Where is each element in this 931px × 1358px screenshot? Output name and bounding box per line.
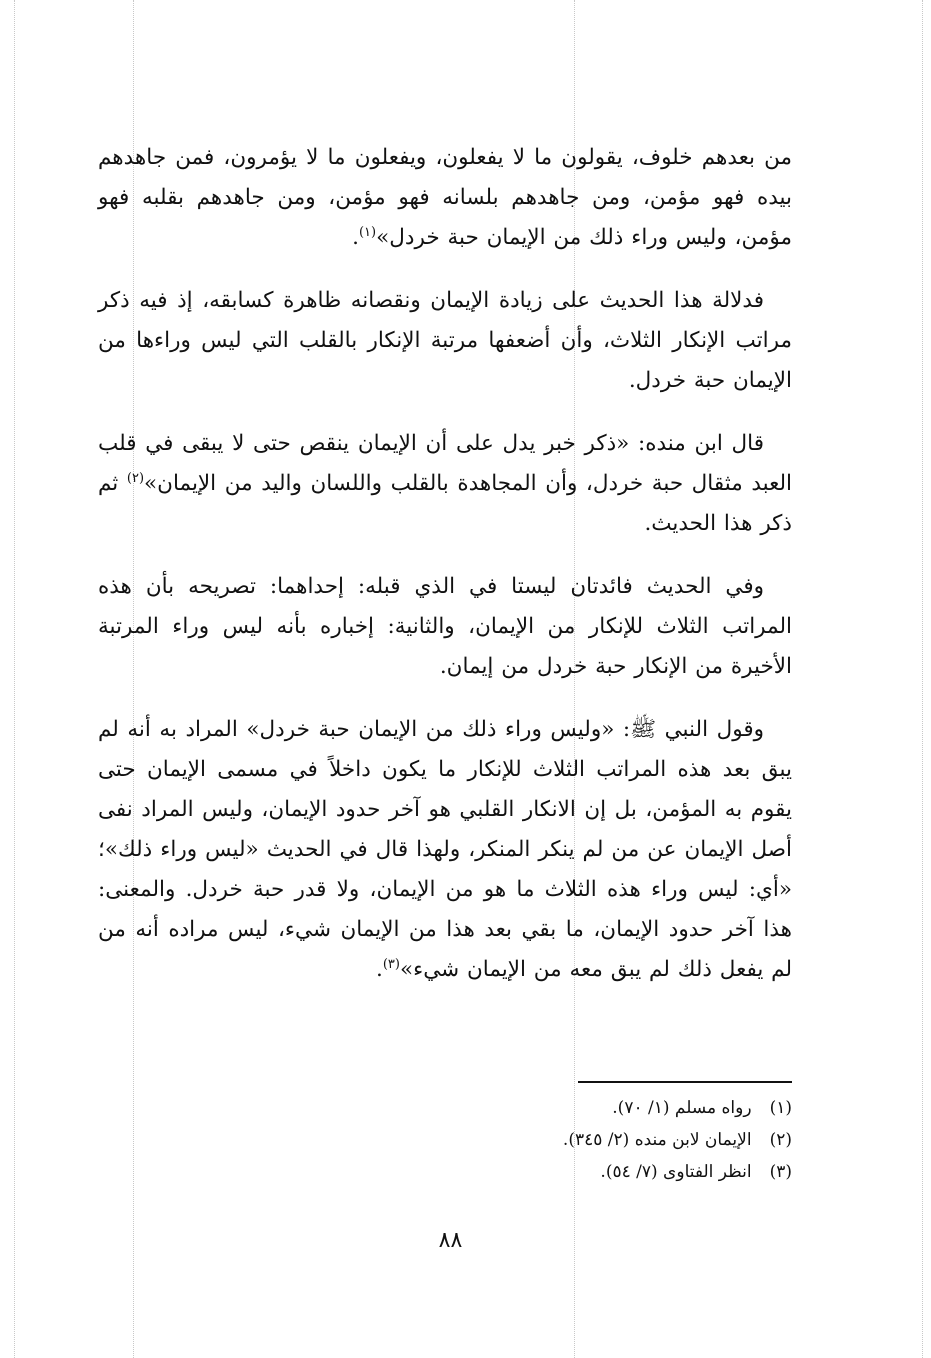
scan-guide-line <box>14 0 15 1358</box>
paragraph-text: فدلالة هذا الحديث على زيادة الإيمان ونقصانه ظاهرة كسابقه، إذ فيه ذكر مراتب الإنكار الثلاث، وأن أضعفها مرتبة الإنكار بالقلب التي ليس وراءها من الإيمان حبة خردل. <box>98 288 792 393</box>
footnote-number: (٣) <box>769 1162 792 1182</box>
footnote-text: رواه مسلم (١/ ٧٠). <box>612 1098 752 1118</box>
paragraph <box>98 424 792 544</box>
paragraph-tail: ثم ذكر هذا الحديث. <box>98 471 792 536</box>
paragraph-text: قال ابن منده: «ذكر خبر يدل على أن الإيمان ينقص حتى لا يبقى في قلب العبد مثقال حبة خردل، وأن المجاهدة بالقلب واللسان واليد من الإيمان» <box>98 431 792 496</box>
page-body <box>98 138 792 1013</box>
page-number: ٨٨ <box>438 1228 463 1253</box>
paragraph-tail: . <box>375 957 383 982</box>
scan-guide-line <box>922 0 923 1358</box>
footnote <box>232 1156 792 1188</box>
paragraph-text: من بعدهم خلوف، يقولون ما لا يفعلون، ويفعلون ما لا يؤمرون، فمن جاهدهم بيده فهو مؤمن، ومن جاهدهم بلسانه فهو مؤمن، ومن جاهدهم بقلبه فهو مؤمن، وليس وراء ذلك من الإيمان حبة خردل» <box>98 145 792 250</box>
paragraph <box>98 567 792 687</box>
footnotes <box>232 1092 792 1188</box>
paragraph <box>98 281 792 401</box>
footnote-ref: (٣) <box>382 956 400 972</box>
footnote-number: (١) <box>769 1098 792 1118</box>
paragraph <box>98 710 792 990</box>
footnote-ref: (٢) <box>126 470 145 486</box>
footnote-separator <box>578 1081 792 1083</box>
footnote-ref: (١) <box>358 224 377 240</box>
footnote-text: الإيمان لابن منده (٢/ ٣٤٥). <box>562 1130 752 1150</box>
footnote-text: انظر الفتاوى (٧/ ٥٤). <box>600 1162 752 1182</box>
paragraph-text: وفي الحديث فائدتان ليستا في الذي قبله: إحداهما: تصريحه بأن هذه المراتب الثلاث للإنكار من الإيمان، والثانية: إخباره بأنه ليس وراء المرتبة الأخيرة من الإنكار حبة خردل من إيمان. <box>98 574 792 679</box>
footnote <box>232 1092 792 1124</box>
paragraph-tail: . <box>352 225 359 250</box>
paragraph-text: وقول النبي ﷺ: «وليس وراء ذلك من الإيمان حبة خردل» المراد به أنه لم يبق بعد هذه المراتب الثلاث للإنكار ما يكون داخلاً في مسمى الإيمان حتى يقوم به المؤمن، بل إن الانكار القلبي هو آخر حدود الإيمان، وليس المراد نفى أصل الإيمان عن من لم ينكر المنكر، ولهذا قال في الحديث «ليس وراء ذلك»؛ «أي: ليس وراء هذه الثلاث ما هو من الإيمان، ولا قدر حبة خردل. والمعنى: هذا آخر حدود الإيمان، ما بقي بعد هذا من الإيمان شيء، ليس مراده أنه من لم يفعل ذلك لم يبق معه من الإيمان شيء» <box>98 717 792 982</box>
paragraph <box>98 138 792 258</box>
footnote-number: (٢) <box>769 1130 792 1150</box>
footnote <box>232 1124 792 1156</box>
